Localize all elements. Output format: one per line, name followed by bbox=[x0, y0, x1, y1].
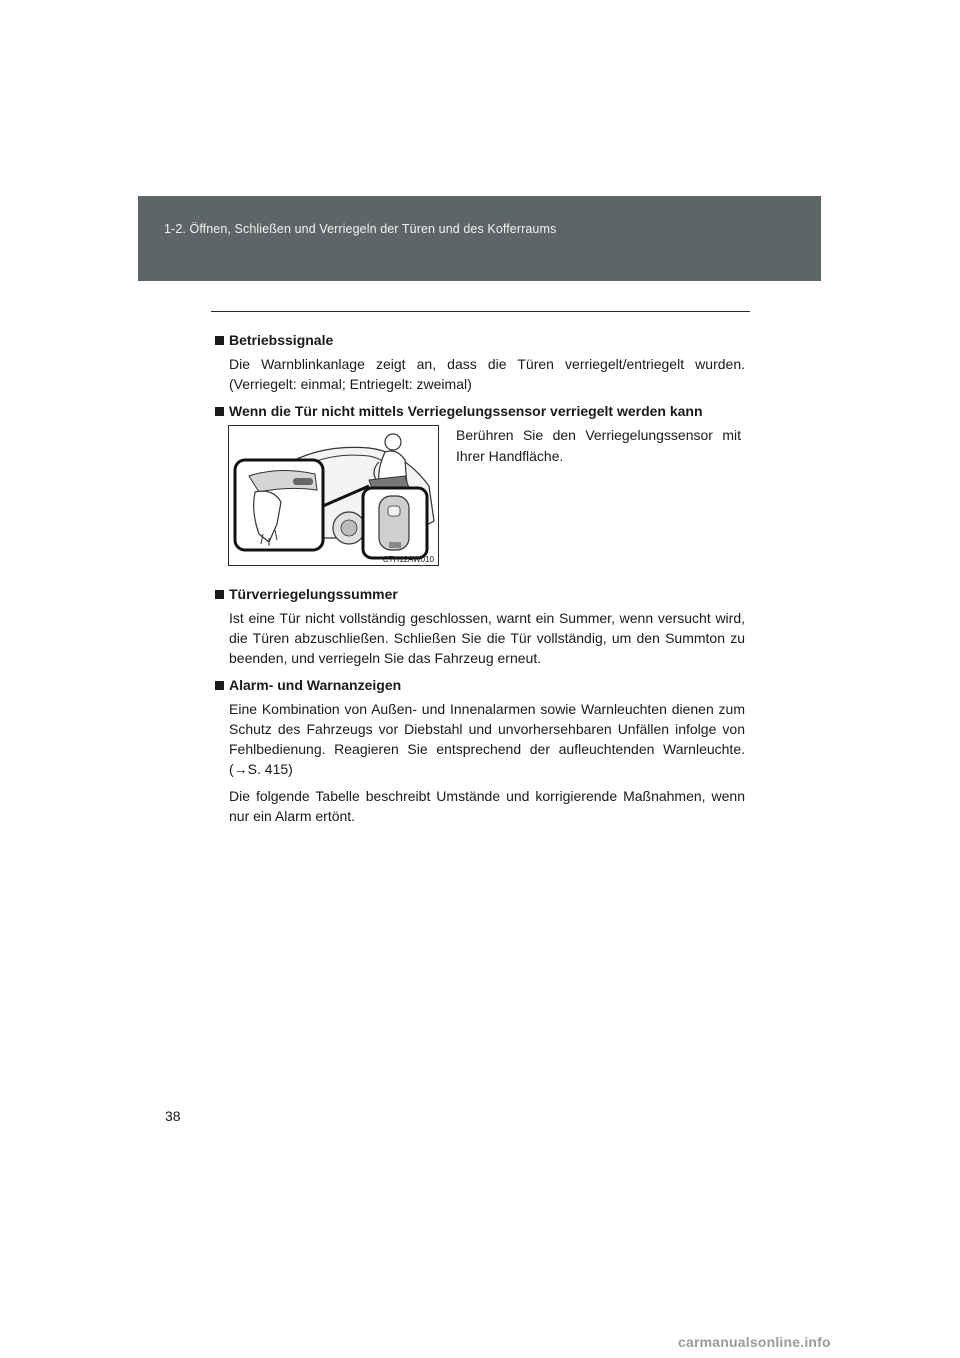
section-header-bar bbox=[138, 196, 821, 281]
square-bullet-icon bbox=[215, 590, 224, 599]
illustration-drawing bbox=[229, 426, 438, 565]
paragraph-betriebssignale: Die Warnblinkanlage zeigt an, dass die Türen verriegelt/entriegelt wurden. (Verriegelt: einmal; Entriegelt: zweimal) bbox=[229, 356, 745, 392]
section-heading-tuerverriegelungssummer: Türverriegelungssummer bbox=[215, 584, 745, 604]
page-number: 38 bbox=[165, 1108, 181, 1124]
section-heading-verriegelungssensor: Wenn die Tür nicht mittels Verriegelungssensor verriegelt werden kann bbox=[215, 401, 745, 421]
section-title: 1-2. Öffnen, Schließen und Verriegeln der Türen und des Kofferraums bbox=[164, 222, 557, 236]
watermark: carmanualsonline.info bbox=[678, 1334, 831, 1350]
lock-sensor-illustration bbox=[228, 425, 439, 566]
section-heading-alarm-warnanzeigen: Alarm- und Warnanzeigen bbox=[215, 675, 745, 695]
square-bullet-icon bbox=[215, 336, 224, 345]
section-heading-betriebssignale: Betriebssignale bbox=[215, 330, 745, 350]
figure-row bbox=[215, 425, 745, 573]
square-bullet-icon bbox=[215, 407, 224, 416]
figure-instruction-text: Berühren Sie den Verriegelungssensor mit Ihrer Handfläche. bbox=[456, 427, 741, 464]
paragraph-alarm-warnanzeigen-1: Eine Kombination von Außen- und Innenalarmen sowie Warnleuchten dienen zum Schutz des Fahrzeugs vor Diebstahl und unvorhersehbaren Unfällen infolge von Fehlbedienung. Reagieren Sie entsprechend der aufleuchtenden Warnleuchte. (→S. 415) bbox=[229, 701, 745, 777]
divider-rule bbox=[211, 311, 750, 312]
paragraph-alarm-warnanzeigen-2: Die folgende Tabelle beschreibt Umstände und korrigierende Maßnahmen, wenn nur ein Alarm ertönt. bbox=[229, 788, 745, 824]
page-content bbox=[215, 330, 745, 833]
figure-code: CTH12AW010 bbox=[382, 555, 434, 564]
paragraph-tuerverriegelungssummer: Ist eine Tür nicht vollständig geschlossen, warnt ein Summer, wenn versucht wird, die Türen abzuschließen. Schließen Sie die Tür vollständig, um den Summton zu beenden, und verriegeln Sie das Fahrzeug erneut. bbox=[229, 610, 745, 666]
square-bullet-icon bbox=[215, 681, 224, 690]
